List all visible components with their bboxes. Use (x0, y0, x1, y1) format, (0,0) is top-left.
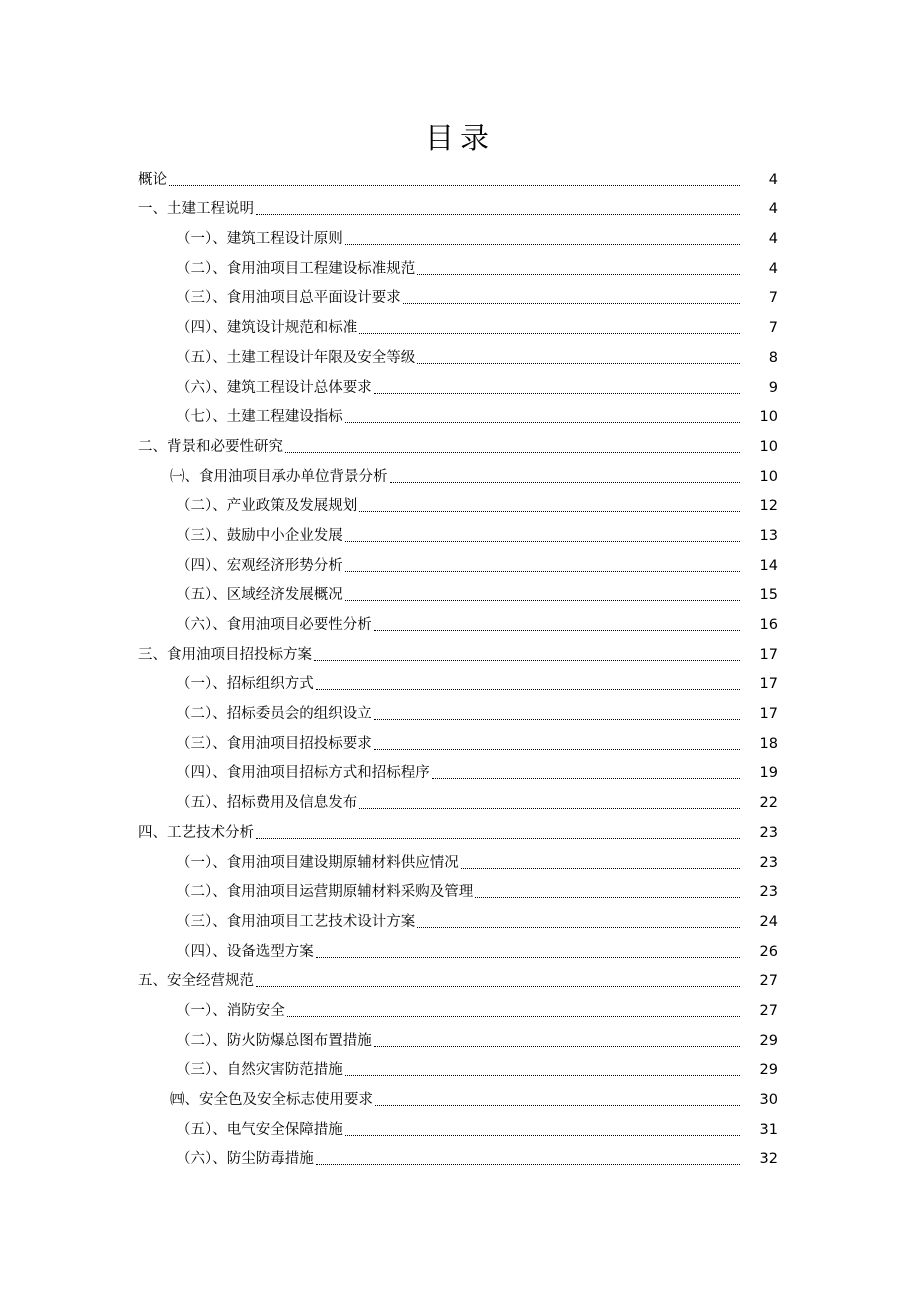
toc-entry[interactable] (0, 194, 920, 224)
toc-entry-label: （三）、鼓励中小企业发展 (176, 527, 343, 544)
toc-entry-label: 四、工艺技术分析 (138, 824, 254, 841)
toc-entry[interactable] (0, 877, 920, 907)
toc-entry-label: （三）、自然灾害防范措施 (176, 1062, 343, 1079)
toc-page-number: 23 (759, 854, 778, 871)
toc-entry[interactable] (0, 609, 920, 639)
toc-page-number: 7 (768, 320, 778, 337)
dot-leader (256, 985, 740, 987)
toc-entry[interactable] (0, 312, 920, 342)
toc-entry[interactable] (0, 847, 920, 877)
toc-entry-label: （五）、电气安全保障措施 (176, 1121, 343, 1138)
toc-entry[interactable] (0, 698, 920, 728)
dot-leader (256, 837, 740, 839)
toc-page-number: 26 (759, 943, 778, 960)
toc-entry-label: （六）、建筑工程设计总体要求 (176, 379, 372, 396)
toc-entry[interactable] (0, 283, 920, 313)
toc-page-number: 9 (768, 379, 778, 396)
toc-entry-label: 三、食用油项目招投标方案 (138, 646, 312, 663)
toc-page-number: 17 (759, 676, 778, 693)
dot-leader (432, 777, 740, 779)
dot-leader (374, 748, 740, 750)
toc-entry-label: （六）、防尘防毒措施 (176, 1151, 314, 1168)
toc-page-number: 8 (768, 349, 778, 366)
toc-entry-label: （三）、食用油项目招投标要求 (176, 735, 372, 752)
toc-entry[interactable] (0, 669, 920, 699)
dot-leader (345, 1074, 740, 1076)
table-of-contents (0, 164, 920, 1173)
toc-entry-label: 概论 (138, 171, 167, 188)
dot-leader (374, 629, 740, 631)
toc-page-number: 10 (759, 409, 778, 426)
toc-page-number: 10 (759, 438, 778, 455)
toc-entry-label: （四）、宏观经济形势分析 (176, 557, 343, 574)
toc-page-number: 18 (759, 735, 778, 752)
toc-page-number: 29 (759, 1032, 778, 1049)
dot-leader (345, 599, 740, 601)
toc-entry[interactable] (0, 431, 920, 461)
toc-entry-label: ㈠、食用油项目承办单位背景分析 (170, 468, 388, 485)
toc-page-number: 22 (759, 795, 778, 812)
toc-entry[interactable] (0, 461, 920, 491)
toc-entry-label: （一）、消防安全 (176, 1002, 285, 1019)
dot-leader (345, 570, 740, 572)
toc-page-number: 4 (768, 201, 778, 218)
dot-leader (359, 807, 740, 809)
toc-entry[interactable] (0, 966, 920, 996)
toc-entry[interactable] (0, 223, 920, 253)
toc-entry-label: （一）、食用油项目建设期原辅材料供应情况 (176, 854, 459, 871)
toc-entry-label: 二、背景和必要性研究 (138, 438, 283, 455)
dot-leader (359, 510, 740, 512)
dot-leader (390, 481, 741, 483)
dot-leader (314, 659, 740, 661)
toc-entry-label: 一、土建工程说明 (138, 201, 254, 218)
dot-leader (417, 926, 740, 928)
dot-leader (475, 896, 740, 898)
toc-entry-label: （三）、食用油项目总平面设计要求 (176, 290, 401, 307)
dot-leader (461, 867, 740, 869)
toc-entry[interactable] (0, 906, 920, 936)
dot-leader (417, 362, 740, 364)
toc-entry[interactable] (0, 1144, 920, 1174)
toc-page-number: 27 (759, 973, 778, 990)
toc-entry[interactable] (0, 1025, 920, 1055)
toc-page-number: 4 (768, 171, 778, 188)
toc-page-number: 24 (759, 913, 778, 930)
toc-page-number: 16 (759, 617, 778, 633)
dot-leader (359, 332, 740, 334)
dot-leader (287, 1015, 740, 1017)
toc-entry-label: （二）、食用油项目运营期原辅材料采购及管理 (176, 884, 474, 901)
dot-leader (256, 213, 740, 215)
toc-entry[interactable] (0, 817, 920, 847)
dot-leader (316, 1163, 740, 1165)
toc-entry-label: （二）、产业政策及发展规划 (176, 498, 358, 515)
dot-leader (345, 1134, 740, 1136)
toc-page-number: 17 (759, 646, 778, 663)
toc-entry[interactable] (0, 1055, 920, 1085)
dot-leader (374, 392, 740, 394)
dot-leader (403, 302, 740, 304)
toc-entry-label: （七）、土建工程建设指标 (176, 409, 343, 426)
toc-entry[interactable] (0, 787, 920, 817)
toc-entry[interactable] (0, 758, 920, 788)
dot-leader (375, 1104, 740, 1106)
toc-entry[interactable] (0, 342, 920, 372)
dot-leader (316, 956, 740, 958)
toc-entry[interactable] (0, 995, 920, 1025)
toc-page-number: 29 (759, 1062, 778, 1079)
page-title: 目录 (424, 121, 495, 155)
dot-leader (316, 688, 740, 690)
toc-page-number: 17 (759, 706, 778, 723)
toc-page-number: 12 (759, 498, 778, 515)
toc-entry[interactable] (0, 728, 920, 758)
toc-entry-label: ㈣、安全色及安全标志使用要求 (170, 1092, 373, 1108)
toc-page-number: 23 (759, 824, 778, 841)
toc-entry-label: 五、安全经营规范 (138, 973, 254, 990)
toc-entry-label: （三）、食用油项目工艺技术设计方案 (176, 913, 416, 930)
toc-entry-label: （五）、土建工程设计年限及安全等级 (176, 349, 416, 366)
toc-entry-label: （四）、建筑设计规范和标准 (176, 320, 358, 337)
dot-leader (417, 273, 740, 275)
dot-leader (285, 451, 740, 453)
toc-page-number: 23 (759, 884, 778, 901)
toc-entry[interactable] (0, 164, 920, 194)
toc-entry-label: （一）、建筑工程设计原则 (176, 231, 343, 248)
toc-page-number: 4 (768, 260, 778, 277)
toc-entry[interactable] (0, 372, 920, 402)
toc-page-number: 19 (759, 765, 778, 782)
toc-entry-label: （一）、招标组织方式 (176, 676, 314, 693)
toc-page-number: 13 (759, 527, 778, 544)
toc-entry-label: （六）、食用油项目必要性分析 (176, 617, 372, 633)
toc-entry[interactable] (0, 1114, 920, 1144)
toc-page-number: 7 (768, 290, 778, 307)
dot-leader (345, 243, 740, 245)
dot-leader (374, 1045, 740, 1047)
toc-page-number: 32 (759, 1151, 778, 1168)
toc-entry[interactable] (0, 639, 920, 669)
toc-page-number: 27 (759, 1002, 778, 1019)
toc-entry[interactable] (0, 1084, 920, 1114)
toc-entry[interactable] (0, 402, 920, 432)
toc-page-number: 31 (759, 1121, 778, 1138)
toc-entry-label: （二）、招标委员会的组织设立 (176, 706, 372, 723)
toc-page-number: 30 (759, 1092, 778, 1108)
dot-leader (374, 718, 740, 720)
toc-entry-label: （五）、招标费用及信息发布 (176, 795, 358, 812)
toc-entry[interactable] (0, 520, 920, 550)
dot-leader (345, 421, 740, 423)
toc-entry[interactable] (0, 580, 920, 610)
toc-entry[interactable] (0, 253, 920, 283)
toc-entry[interactable] (0, 550, 920, 580)
toc-page-number: 14 (759, 557, 778, 574)
toc-page-number: 15 (759, 587, 778, 604)
dot-leader (169, 184, 740, 186)
dot-leader (345, 540, 740, 542)
toc-entry-label: （二）、防火防爆总图布置措施 (176, 1032, 372, 1049)
toc-page-number: 4 (768, 231, 778, 248)
toc-entry[interactable] (0, 491, 920, 521)
toc-page-number: 10 (759, 468, 778, 485)
toc-entry-label: （四）、食用油项目招标方式和招标程序 (176, 765, 430, 782)
toc-entry[interactable] (0, 936, 920, 966)
toc-entry-label: （五）、区域经济发展概况 (176, 587, 343, 604)
toc-entry-label: （四）、设备选型方案 (176, 943, 314, 960)
toc-entry-label: （二）、食用油项目工程建设标准规范 (176, 260, 416, 277)
